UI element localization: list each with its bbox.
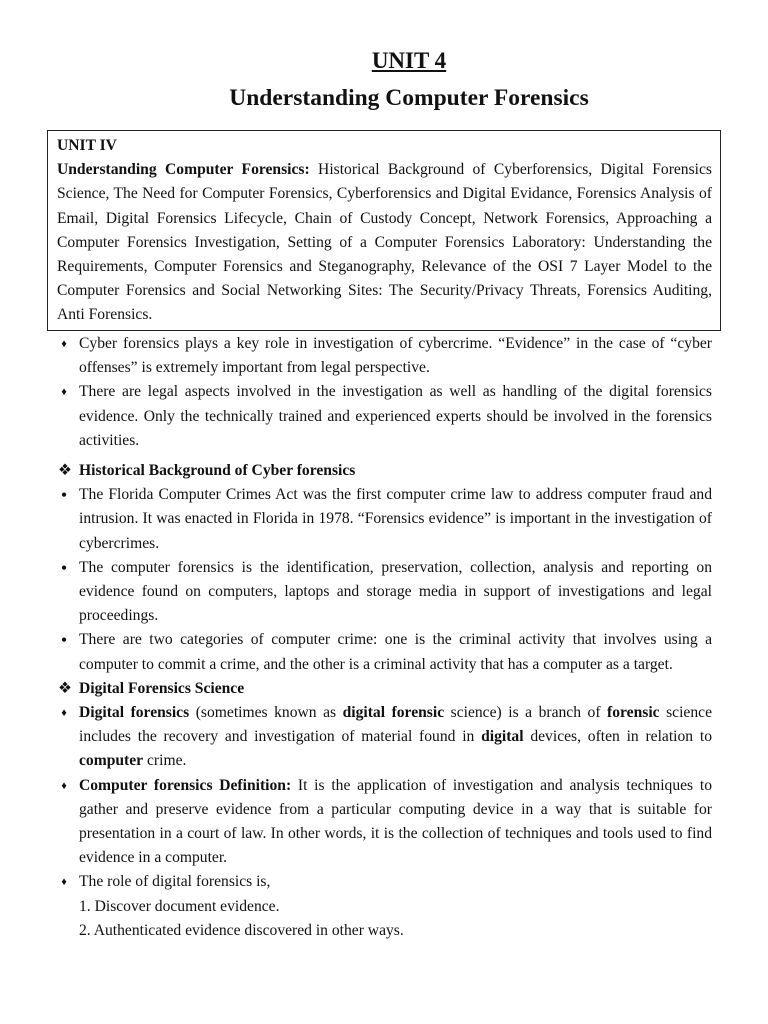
dot-bullet-icon: • xyxy=(60,485,68,506)
diamond-bullet-icon: ♦ xyxy=(61,386,67,399)
dot-bullet-icon: • xyxy=(60,630,68,651)
syllabus-topic-lead: Understanding Computer Forensics: xyxy=(57,161,310,179)
diamond-bullet-icon: ♦ xyxy=(61,779,67,792)
section-heading-history: ❖ Historical Background of Cyber forensics xyxy=(57,459,712,483)
diamond-bullet-icon: ♦ xyxy=(61,707,67,720)
syllabus-text xyxy=(57,158,712,327)
page-title: Understanding Computer Forensics xyxy=(229,85,589,111)
list-item: • The Florida Computer Crimes Act was the first computer crime law to address computer fraud and intrusion. It was enacted in Florida in 1978. “Forensics evidence” is important in the investigation of cybercrimes. xyxy=(57,483,712,556)
list-item: ♦ The role of digital forensics is, xyxy=(57,870,712,894)
diamond-bullet-icon: ♦ xyxy=(61,338,67,350)
list-item: ♦ There are legal aspects involved in the investigation as well as handling of the digital forensics evidence. Only the technically trained and experienced experts should be involved in the forensics activities. xyxy=(57,380,712,453)
unit-title: UNIT 4 xyxy=(371,48,447,73)
syllabus-box xyxy=(47,130,721,331)
syllabus-topic-list: Historical Background of Cyberforensics, Digital Forensics Science, The Need for Computer Forensics, Cyberforensics and Digital Evidance, Forensics Analysis of Email, Digital Forensics Lifecycle, Chain of Custody Concept, Network Forensics, Approaching a Computer Forensics Investigation, Setting of a Computer Forensics Laboratory: Understanding the Requirements, Computer Forensics and Steganography, Relevance of the OSI 7 Layer Model to the Computer Forensics and Social Networking Sites: The Security/Privacy Threats, Forensics Auditing, Anti Forensics. xyxy=(57,161,712,324)
list-item: • There are two categories of computer crime: one is the criminal activity that involves using a computer to commit a crime, and the other is a criminal activity that has a computer as a target. xyxy=(57,628,712,676)
list-item: • The computer forensics is the identification, preservation, collection, analysis and reporting on evidence found on computers, laptops and storage media in support of investigations and legal proceedings. xyxy=(57,556,712,629)
list-item: ♦ Digital forensics (sometimes known as digital forensic science) is a branch of forensic science includes the recovery and investigation of material found in digital devices, often in relation to computer crime. xyxy=(57,701,712,774)
numbered-item: 1. Discover document evidence. xyxy=(79,897,280,915)
main-content xyxy=(57,332,712,943)
four-diamond-bullet-icon: ❖ xyxy=(58,462,72,480)
list-item: ♦ Computer forensics Definition: It is the application of investigation and analysis techniques to gather and preserve evidence from a particular computing device in a way that is suitable for presentation in a court of law. In other words, it is the collection of techniques and tools used to find evidence in a computer. xyxy=(57,774,712,871)
dot-bullet-icon: • xyxy=(60,557,68,578)
numbered-item: 2. Authenticated evidence discovered in other ways. xyxy=(79,921,404,939)
section-heading-digital-forensics: ❖ Digital Forensics Science xyxy=(57,677,712,701)
diamond-bullet-icon: ♦ xyxy=(61,876,67,889)
list-item: ♦ Cyber forensics plays a key role in investigation of cybercrime. “Evidence” in the case of “cyber offenses” is extremely important from legal perspective. xyxy=(57,332,712,380)
syllabus-unit-label: UNIT IV xyxy=(57,137,117,154)
four-diamond-bullet-icon: ❖ xyxy=(58,679,72,697)
